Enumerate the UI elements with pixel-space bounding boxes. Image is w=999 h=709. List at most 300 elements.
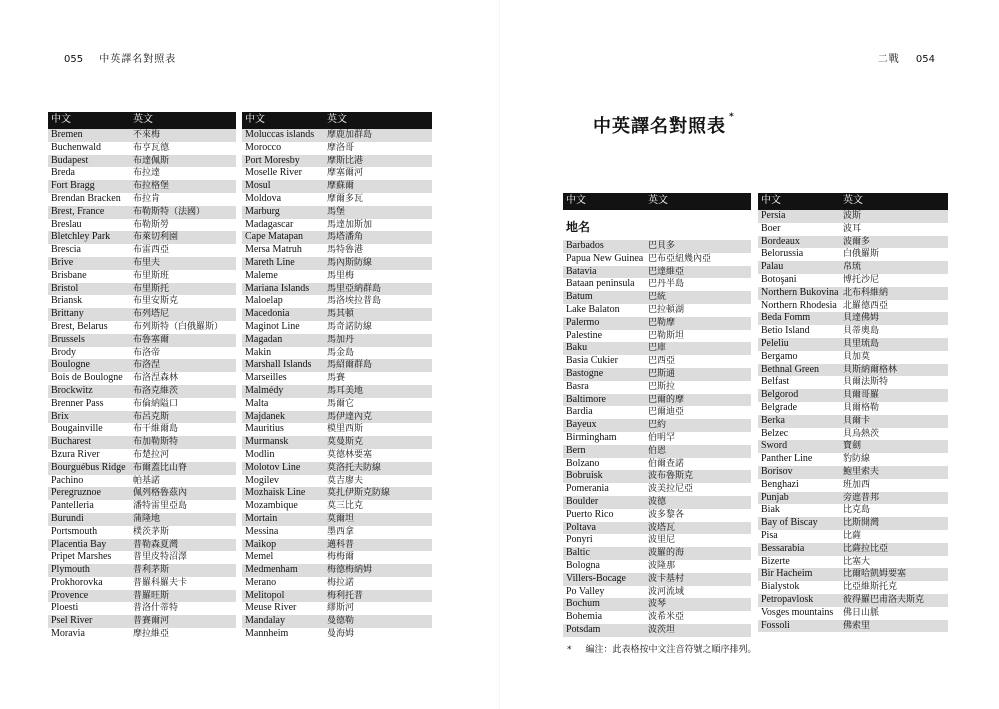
table-row xyxy=(48,321,236,334)
table-row xyxy=(758,556,948,569)
term-english: Belzec xyxy=(761,427,789,439)
table-header xyxy=(758,193,948,210)
page-title xyxy=(593,112,735,138)
term-english: Pantelleria xyxy=(51,500,94,512)
term-chinese: 馬紹爾群島 xyxy=(324,359,432,372)
term-chinese: 莫德林要塞 xyxy=(327,449,373,460)
table-row xyxy=(758,351,948,364)
term-chinese: 布亨瓦德 xyxy=(133,142,170,153)
term-english: Brussels xyxy=(48,334,130,347)
term-english: Basia Cukier xyxy=(566,355,618,367)
term-chinese: 波爾多 xyxy=(840,236,948,249)
term-english: Puerto Rico xyxy=(566,508,614,520)
table-row xyxy=(48,449,236,462)
term-chinese: 貝爾法斯特 xyxy=(843,377,889,388)
table-row xyxy=(242,513,432,526)
term-english: Brest, Belarus xyxy=(51,320,108,332)
table-row xyxy=(758,466,948,479)
term-english: Bletchley Park xyxy=(48,231,130,244)
footnote xyxy=(567,642,757,655)
term-chinese: 巴斯通 xyxy=(645,368,751,381)
term-chinese: 巴西亞 xyxy=(648,356,676,367)
term-chinese: 布達佩斯 xyxy=(130,155,236,168)
table-row xyxy=(563,278,751,291)
term-chinese: 寶劍 xyxy=(840,440,948,453)
term-chinese: 布里斯班 xyxy=(133,270,170,281)
table-row xyxy=(242,193,432,206)
table-row xyxy=(48,167,236,180)
term-chinese: 旁遮普邦 xyxy=(840,492,948,505)
term-chinese: 莫洛托夫防線 xyxy=(324,462,432,475)
table-row xyxy=(48,385,236,398)
table-row xyxy=(48,526,236,539)
term-chinese: 曼德勒 xyxy=(324,615,432,628)
term-chinese: 莫爾坦 xyxy=(324,513,432,526)
term-chinese: 巴丹半島 xyxy=(648,279,685,290)
term-chinese: 莫吉廖夫 xyxy=(327,475,364,486)
table-row xyxy=(48,436,236,449)
term-chinese: 馬爾它 xyxy=(327,398,355,409)
term-english: Ploesti xyxy=(51,602,79,614)
table-row xyxy=(758,517,948,530)
table-row xyxy=(242,539,432,552)
term-english: Bremen xyxy=(48,129,130,142)
table-row xyxy=(48,257,236,270)
table-row xyxy=(758,389,948,402)
table-row xyxy=(242,628,432,641)
table-row xyxy=(758,594,948,607)
table-row xyxy=(242,602,432,615)
table-row xyxy=(758,312,948,325)
term-english: Mariana Islands xyxy=(242,283,324,296)
term-chinese: 普洛什蒂特 xyxy=(133,603,179,614)
term-chinese: 布萊切利園 xyxy=(130,231,236,244)
table-row xyxy=(563,368,751,381)
table-row xyxy=(242,487,432,500)
table-row xyxy=(758,504,948,517)
term-english: Palestine xyxy=(566,329,603,341)
table-row xyxy=(242,129,432,142)
table-row xyxy=(242,372,432,385)
term-chinese: 帕基諾 xyxy=(133,475,161,486)
glossary-table-1 xyxy=(48,112,236,641)
table-row xyxy=(242,551,432,564)
term-chinese: 馬特魯港 xyxy=(327,245,364,256)
term-chinese: 波茨坦 xyxy=(645,624,751,637)
term-chinese: 摩蘇爾 xyxy=(324,180,432,193)
term-english: Palau xyxy=(758,261,840,274)
term-chinese: 博托沙尼 xyxy=(843,274,880,285)
table-row xyxy=(48,398,236,411)
term-chinese: 普羅科羅夫卡 xyxy=(133,577,188,588)
term-chinese: 布勒斯勞 xyxy=(133,219,170,230)
term-english: Palermo xyxy=(563,317,645,330)
term-english: Bastogne xyxy=(563,368,645,381)
term-chinese: 比亞維斯托克 xyxy=(843,582,898,593)
term-chinese: 馬內斯防線 xyxy=(324,257,432,270)
term-english: Pomerania xyxy=(566,483,609,495)
term-chinese: 摩洛哥 xyxy=(327,142,355,153)
running-title-left: 中英譯名對照表 xyxy=(99,54,177,65)
term-english: Belorussia xyxy=(761,248,804,260)
running-title-right: 二戰 xyxy=(877,54,900,65)
term-chinese: 馬加丹 xyxy=(324,334,432,347)
table-row xyxy=(242,219,432,232)
term-english: Portsmouth xyxy=(51,525,98,537)
term-english: Bethnal Green xyxy=(758,364,840,377)
term-english: Breslau xyxy=(51,218,82,230)
term-chinese: 梅德梅納姆 xyxy=(324,564,432,577)
term-english: Mozhaisk Line xyxy=(242,487,324,500)
table-row xyxy=(563,291,751,304)
term-english: Baku xyxy=(563,342,645,355)
table-row xyxy=(758,210,948,223)
table-header xyxy=(242,112,432,129)
table-row xyxy=(242,564,432,577)
table-row xyxy=(758,568,948,581)
table-row xyxy=(48,180,236,193)
term-chinese: 巴達維亞 xyxy=(645,266,751,279)
term-english: Psel River xyxy=(48,615,130,628)
term-chinese: 馬達加斯加 xyxy=(327,219,373,230)
term-english: Belgorod xyxy=(758,389,840,402)
table-row xyxy=(48,334,236,347)
term-english: Malta xyxy=(245,397,269,409)
table-row xyxy=(48,129,236,142)
term-english: Botoşani xyxy=(761,273,797,285)
table-row xyxy=(48,615,236,628)
term-english: Mauritius xyxy=(245,423,284,435)
term-chinese: 巴貝多 xyxy=(645,240,751,253)
table-row xyxy=(242,334,432,347)
term-english: Bayeux xyxy=(563,419,645,432)
term-chinese: 貝蒂奧島 xyxy=(843,326,880,337)
term-chinese: 巴庫 xyxy=(645,342,751,355)
term-english: Maikop xyxy=(242,539,324,552)
term-chinese: 布洛帝 xyxy=(133,347,161,358)
term-chinese: 馬堡 xyxy=(324,206,432,219)
term-chinese: 巴斯拉 xyxy=(648,381,676,392)
page-number-right: 054 xyxy=(915,54,935,65)
table-row xyxy=(48,193,236,206)
glossary-table-3 xyxy=(563,193,751,637)
term-chinese: 不來梅 xyxy=(130,129,236,142)
term-chinese: 佩列格魯茲內 xyxy=(130,487,236,500)
table-row xyxy=(242,577,432,590)
table-row xyxy=(48,602,236,615)
term-english: Batum xyxy=(563,291,645,304)
term-english: Molotov Line xyxy=(242,462,324,475)
term-chinese: 馬其頓 xyxy=(324,308,432,321)
table-row xyxy=(758,607,948,620)
term-english: Northern Bukovina xyxy=(758,287,840,300)
term-english: Plymouth xyxy=(48,564,130,577)
term-english: Cape Matapan xyxy=(242,231,324,244)
term-english: Punjab xyxy=(758,492,840,505)
table-row xyxy=(563,586,751,599)
table-row xyxy=(563,432,751,445)
term-chinese: 波隆那 xyxy=(648,560,676,571)
term-english: Barbados xyxy=(563,240,645,253)
table-row xyxy=(48,628,236,641)
term-chinese: 貝里琉島 xyxy=(840,338,948,351)
section-heading-row xyxy=(563,210,751,240)
term-english: Pripet Marshes xyxy=(51,551,112,563)
term-chinese: 巴勒斯坦 xyxy=(648,330,685,341)
term-chinese: 巴勒摩 xyxy=(645,317,751,330)
term-english: Bucharest xyxy=(48,436,130,449)
term-english: Medmenham xyxy=(242,564,324,577)
table-row xyxy=(563,394,751,407)
table-row xyxy=(242,385,432,398)
table-row xyxy=(563,381,751,394)
term-chinese: 波琴 xyxy=(645,598,751,611)
term-english: Mannheim xyxy=(245,628,289,640)
table-row xyxy=(758,402,948,415)
term-english: Baltic xyxy=(563,547,645,560)
table-row xyxy=(758,479,948,492)
term-english: Briansk xyxy=(51,295,83,307)
table-row xyxy=(563,317,751,330)
term-english: Bourguébus Ridge xyxy=(48,462,130,475)
table-row xyxy=(242,500,432,513)
term-english: Budapest xyxy=(48,155,130,168)
table-row xyxy=(563,266,751,279)
term-chinese: 布楚拉河 xyxy=(133,449,170,460)
term-chinese: 佛日山脈 xyxy=(843,607,880,618)
table-row xyxy=(48,551,236,564)
table-row xyxy=(48,295,236,308)
term-chinese: 波塔瓦 xyxy=(645,522,751,535)
term-chinese: 蒲隆地 xyxy=(130,513,236,526)
running-header-right xyxy=(878,50,947,65)
table-row xyxy=(242,206,432,219)
term-english: Port Moresby xyxy=(242,155,324,168)
term-chinese: 比薩 xyxy=(843,530,862,541)
table-row xyxy=(48,487,236,500)
table-row xyxy=(242,283,432,296)
table-row xyxy=(242,231,432,244)
table-row xyxy=(563,330,751,343)
table-row xyxy=(242,347,432,360)
table-row xyxy=(242,321,432,334)
term-english: Macedonia xyxy=(242,308,324,321)
term-english: Moselle River xyxy=(245,167,302,179)
table-row xyxy=(758,530,948,543)
table-row xyxy=(563,534,751,547)
term-english: Bobruisk xyxy=(563,470,645,483)
table-row xyxy=(48,308,236,321)
table-row xyxy=(48,231,236,244)
term-english: Provence xyxy=(48,590,130,603)
term-english: Brive xyxy=(48,257,130,270)
term-english: Peleliu xyxy=(758,338,840,351)
section-heading: 地名 xyxy=(563,210,751,240)
table-row xyxy=(242,423,432,436)
table-row xyxy=(563,547,751,560)
table-row xyxy=(242,615,432,628)
term-chinese: 比斯開灣 xyxy=(840,517,948,530)
table-row xyxy=(48,577,236,590)
table-row xyxy=(758,223,948,236)
table-row xyxy=(563,355,751,368)
table-row xyxy=(563,445,751,458)
term-english: Mortain xyxy=(242,513,324,526)
term-english: Brittany xyxy=(48,308,130,321)
table-row xyxy=(242,436,432,449)
table-row xyxy=(563,406,751,419)
term-english: Morocco xyxy=(245,141,282,153)
term-english: Bochum xyxy=(563,598,645,611)
term-chinese: 布列斯特（白俄羅斯） xyxy=(133,321,224,332)
term-chinese: 布洛涅森林 xyxy=(133,373,179,384)
term-chinese: 曼海姆 xyxy=(327,629,355,640)
table-row xyxy=(563,624,751,637)
term-chinese: 北羅德西亞 xyxy=(843,300,889,311)
table-row xyxy=(242,155,432,168)
table-row xyxy=(758,364,948,377)
table-row xyxy=(758,620,948,633)
term-chinese: 布魯塞爾 xyxy=(130,334,236,347)
table-row xyxy=(758,287,948,300)
term-english: Brenner Pass xyxy=(51,397,104,409)
term-english: Bergamo xyxy=(761,350,798,362)
table-row xyxy=(242,167,432,180)
term-english: Merano xyxy=(245,576,277,588)
term-english: Basra xyxy=(566,380,589,392)
term-chinese: 馬耳美地 xyxy=(324,385,432,398)
table-row xyxy=(242,411,432,424)
table-row xyxy=(48,283,236,296)
term-english: Messina xyxy=(245,525,279,537)
term-chinese: 莫曼斯克 xyxy=(324,436,432,449)
term-english: Boulogne xyxy=(48,359,130,372)
table-row xyxy=(48,244,236,257)
term-english: Burundi xyxy=(48,513,130,526)
term-english: Bologna xyxy=(566,559,600,571)
term-chinese: 伯爾查諾 xyxy=(648,458,685,469)
table-row xyxy=(242,462,432,475)
term-chinese: 白俄羅斯 xyxy=(843,249,880,260)
term-english: Maloelap xyxy=(245,295,283,307)
term-chinese: 佛索里 xyxy=(840,620,948,633)
term-english: Bialystok xyxy=(761,581,800,593)
term-english: Memel xyxy=(245,551,274,563)
term-english: Lake Balaton xyxy=(566,303,620,315)
term-chinese: 貝加莫 xyxy=(843,351,871,362)
term-chinese: 摩塞爾河 xyxy=(327,168,364,179)
term-english: Bizerte xyxy=(761,555,790,567)
table-header xyxy=(48,112,236,129)
term-chinese: 布里斯托 xyxy=(130,283,236,296)
term-english: Breda xyxy=(51,167,75,179)
table-row xyxy=(242,257,432,270)
term-english: Bir Hacheim xyxy=(758,568,840,581)
term-chinese: 摩鹿加群島 xyxy=(324,129,432,142)
term-chinese: 摩斯比港 xyxy=(324,155,432,168)
table-row xyxy=(48,219,236,232)
term-chinese: 波羅的海 xyxy=(645,547,751,560)
term-chinese: 馬奇諾防線 xyxy=(327,321,373,332)
table-row xyxy=(758,300,948,313)
table-row xyxy=(242,270,432,283)
table-row xyxy=(563,573,751,586)
term-english: Benghazi xyxy=(761,478,799,490)
table-row xyxy=(563,253,751,266)
term-chinese: 馬金島 xyxy=(327,347,355,358)
term-chinese: 潘特雷里亞島 xyxy=(133,501,188,512)
term-chinese: 帛琉 xyxy=(840,261,948,274)
term-english: Vosges mountains xyxy=(761,606,834,618)
term-chinese: 布勒斯特（法國） xyxy=(130,206,236,219)
table-row xyxy=(48,564,236,577)
term-chinese: 鮑里索夫 xyxy=(840,466,948,479)
term-chinese: 貝爾卡 xyxy=(840,415,948,428)
table-row xyxy=(242,142,432,155)
term-english: Bern xyxy=(563,445,645,458)
term-english: Bougainville xyxy=(51,423,103,435)
table-row xyxy=(48,423,236,436)
table-row xyxy=(242,590,432,603)
term-english: Majdanek xyxy=(242,411,324,424)
term-chinese: 布里安斯克 xyxy=(133,296,179,307)
term-chinese: 莫扎伊斯克防線 xyxy=(324,487,432,500)
term-chinese: 布洛涅 xyxy=(130,359,236,372)
term-chinese: 繆斯河 xyxy=(327,603,355,614)
table-row xyxy=(563,598,751,611)
term-chinese: 巴爾迪亞 xyxy=(648,407,685,418)
header-english: 英文 xyxy=(840,193,948,210)
term-chinese: 貝爾格勒 xyxy=(843,402,880,413)
term-chinese: 馬洛埃拉普島 xyxy=(327,296,382,307)
term-chinese: 墨西拿 xyxy=(327,526,355,537)
term-chinese: 馬里亞納群島 xyxy=(324,283,432,296)
term-chinese: 布洛克維茨 xyxy=(130,385,236,398)
term-english: Mosul xyxy=(242,180,324,193)
term-english: Placentia Bay xyxy=(48,539,130,552)
term-english: Pisa xyxy=(761,529,778,541)
table-row xyxy=(48,539,236,552)
header-english: 英文 xyxy=(324,112,432,129)
term-chinese: 梅梅爾 xyxy=(327,552,355,563)
page-title-text: 中英譯名對照表 xyxy=(593,116,726,137)
term-english: Malmédy xyxy=(242,385,324,398)
term-chinese: 波河流域 xyxy=(648,586,685,597)
term-english: Bordeaux xyxy=(758,236,840,249)
table-row xyxy=(242,359,432,372)
term-chinese: 北布科維納 xyxy=(840,287,948,300)
term-chinese: 貝爾哥羅 xyxy=(840,389,948,402)
table-row xyxy=(758,543,948,556)
table-row xyxy=(758,274,948,287)
term-chinese: 比爾哈凱姆要塞 xyxy=(840,568,948,581)
page-number-left: 055 xyxy=(64,54,84,65)
term-chinese: 豹防線 xyxy=(843,454,871,465)
table-row xyxy=(758,428,948,441)
term-english: Bolzano xyxy=(566,457,600,469)
table-row xyxy=(48,155,236,168)
term-english: Persia xyxy=(758,210,840,223)
table-row xyxy=(48,206,236,219)
table-row xyxy=(48,411,236,424)
term-chinese: 模里西斯 xyxy=(327,424,364,435)
term-english: Mogilev xyxy=(245,474,279,486)
term-english: Marshall Islands xyxy=(242,359,324,372)
table-row xyxy=(48,462,236,475)
term-chinese: 巴統 xyxy=(645,291,751,304)
table-row xyxy=(48,500,236,513)
table-row xyxy=(758,440,948,453)
